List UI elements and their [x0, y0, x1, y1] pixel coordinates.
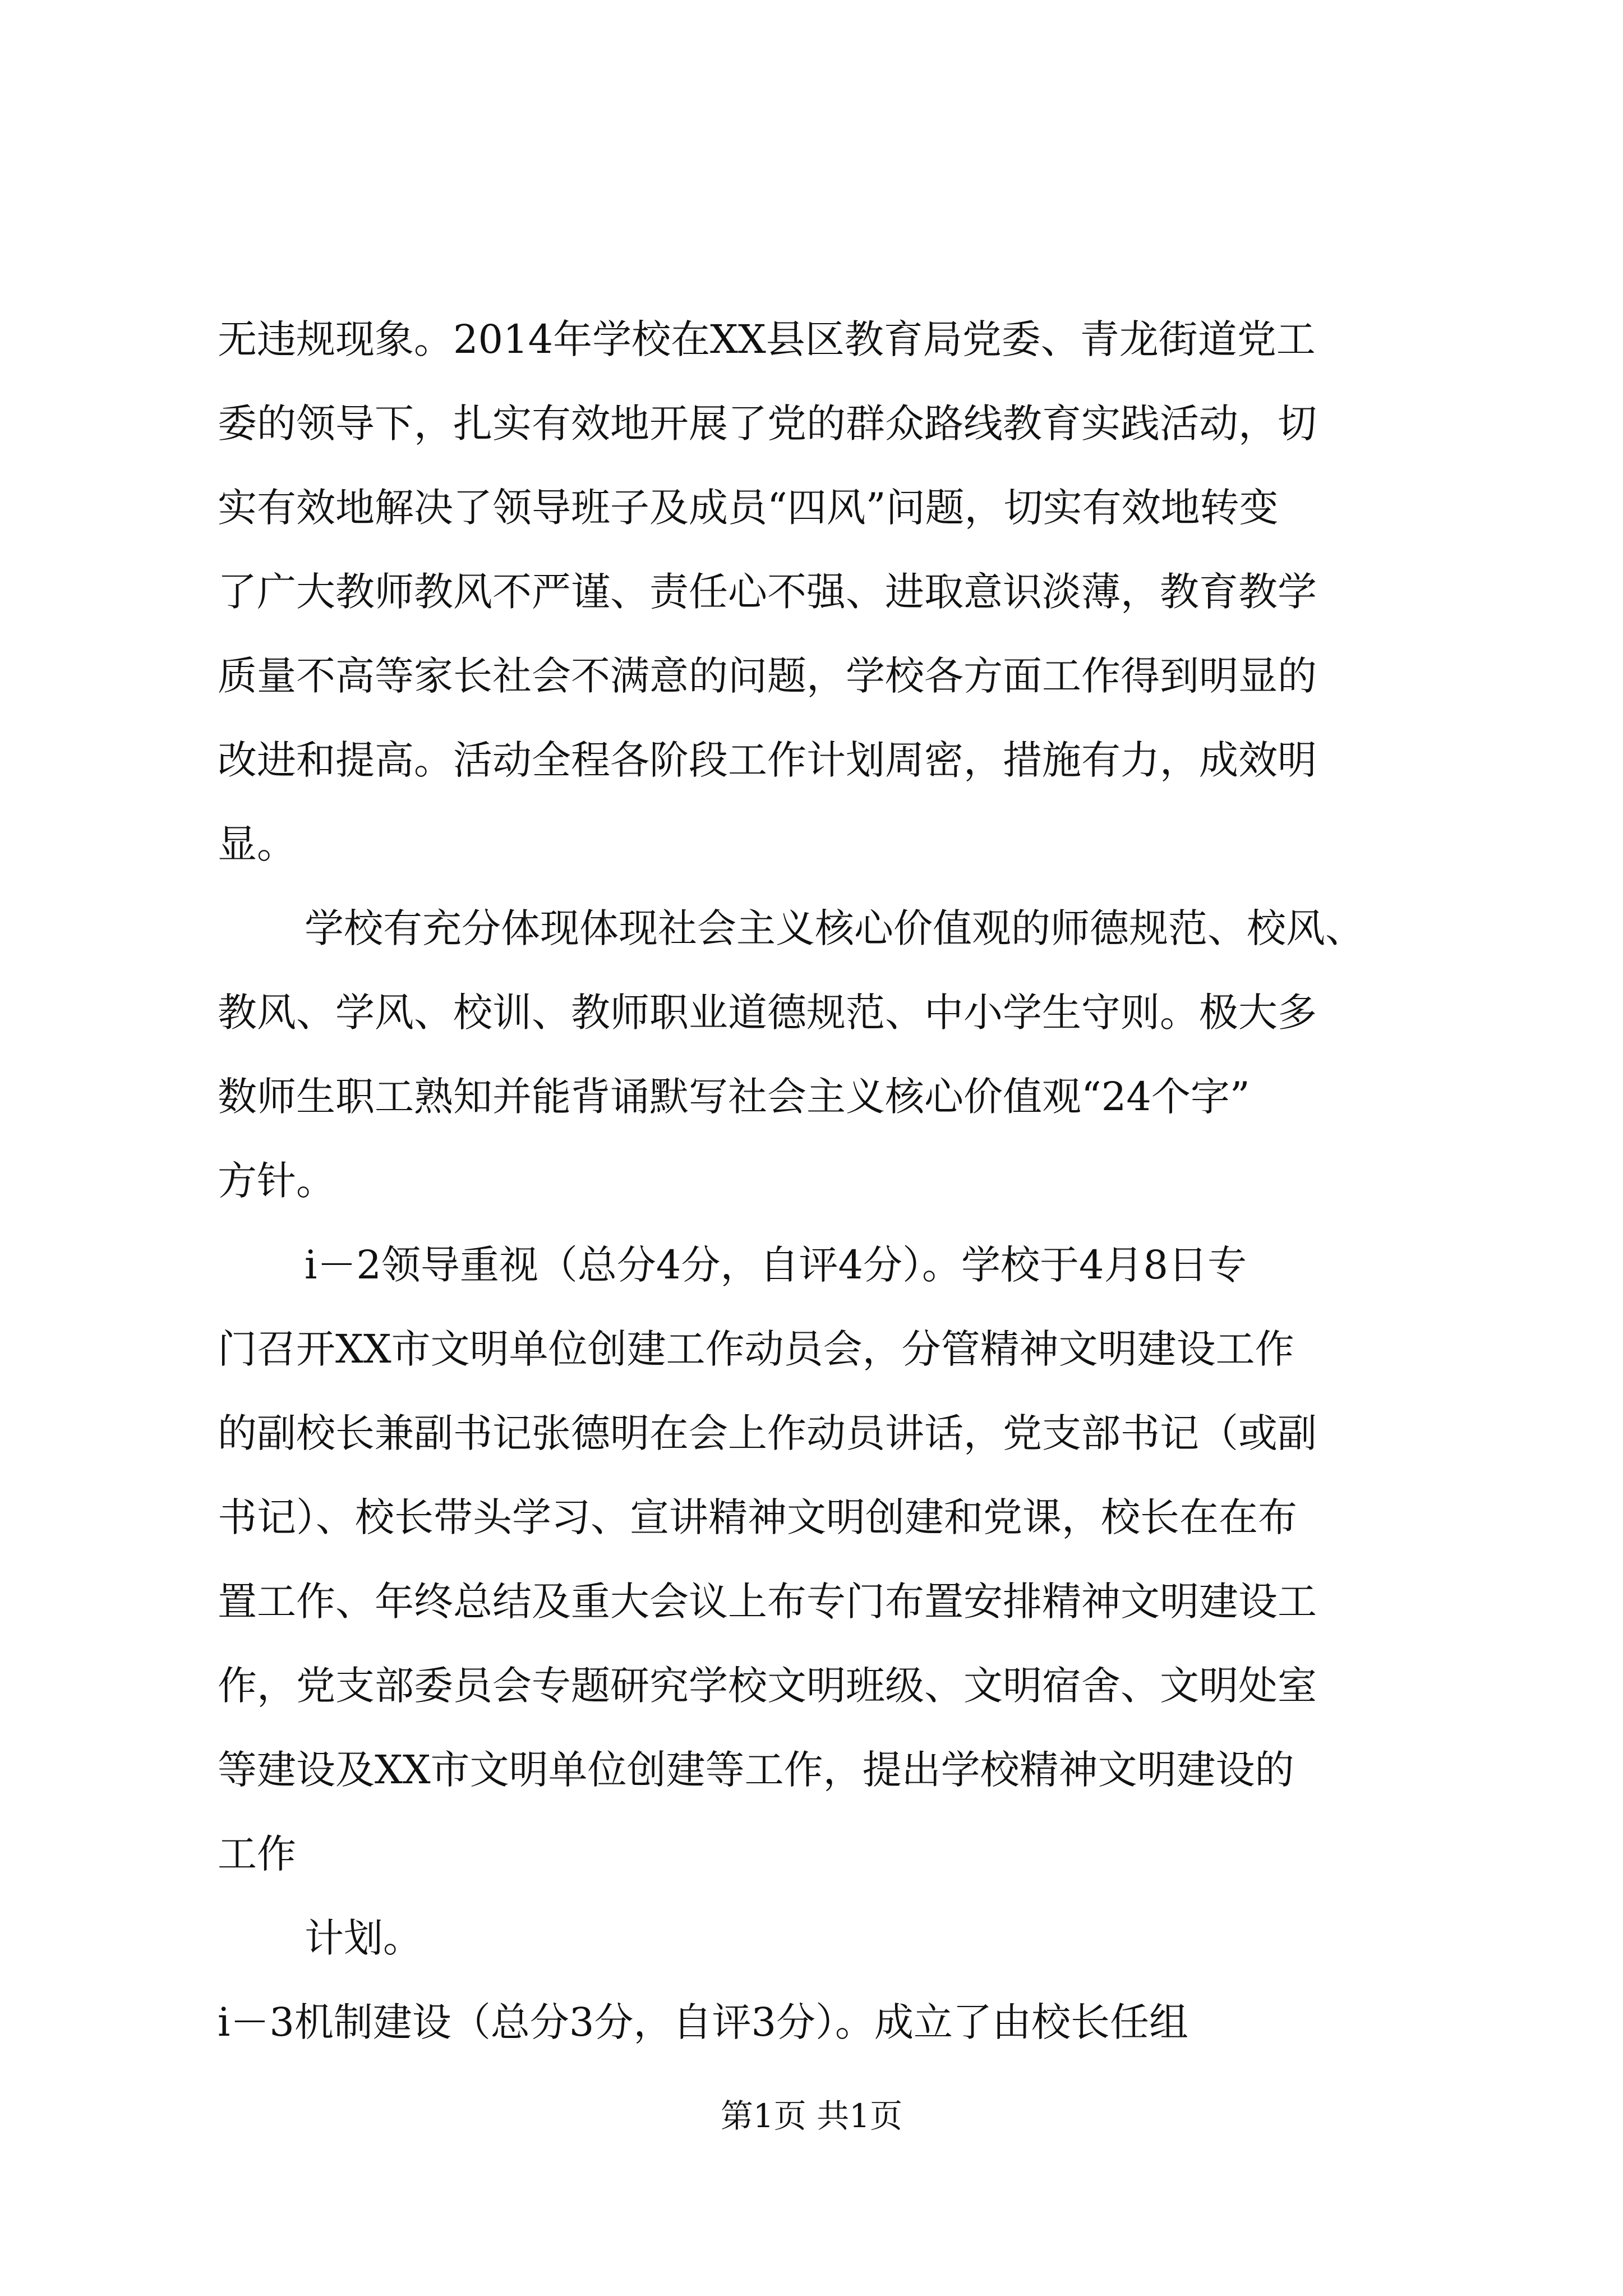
text-line-5: 质量不高等家长社会不满意的问题，学校各方面工作得到明显的: [218, 653, 1317, 699]
text-line-18: 等建设及XX市文明单位创建等工作，提出学校精神文明建设的: [218, 1747, 1294, 1793]
text-line-4: 了广大教师教风不严谨、责任心不强、进取意识淡薄，教育教学: [218, 569, 1317, 615]
text-line-21: i－3机制建设（总分3分，自评3分）。成立了由校长任组: [218, 1999, 1188, 2045]
text-line-19: 工作: [218, 1831, 296, 1877]
text-line-8: 学校有充分体现体现社会主义核心价值观的师德规范、校风、: [305, 905, 1364, 951]
text-line-6: 改进和提高。活动全程各阶段工作计划周密，措施有力，成效明: [218, 737, 1317, 783]
text-line-9: 教风、学风、校训、教师职业道德规范、中小学生守则。极大多: [218, 990, 1317, 1036]
page-number-label: 第1页 共1页: [720, 2097, 903, 2135]
text-line-1: 无违规现象。2014年学校在XX县区教育局党委、青龙街道党工: [218, 316, 1316, 362]
text-line-12: i－2领导重视（总分4分，自评4分）。学校于4月8日专: [305, 1242, 1247, 1288]
text-line-7: 显。: [218, 821, 296, 867]
document-body: [218, 297, 1429, 2064]
text-line-3: 实有效地解决了领导班子及成员“四风”问题，切实有效地转变: [218, 485, 1279, 531]
text-line-15: 书记）、校长带头学习、宣讲精神文明创建和党课，校长在在布: [218, 1494, 1297, 1540]
text-line-2: 委的领导下，扎实有效地开展了党的群众路线教育实践活动，切: [218, 401, 1317, 447]
text-line-20: 计划。: [305, 1915, 422, 1961]
text-line-13: 门召开XX市文明单位创建工作动员会，分管精神文明建设工作: [218, 1326, 1294, 1372]
page-footer: [0, 2093, 1623, 2138]
text-line-14: 的副校长兼副书记张德明在会上作动员讲话，党支部书记（或副: [218, 1410, 1317, 1456]
text-line-17: 作，党支部委员会专题研究学校文明班级、文明宿舍、文明处室: [218, 1663, 1317, 1709]
text-line-10: 数师生职工熟知并能背诵默写社会主义核心价值观“24个字”: [218, 1074, 1250, 1120]
text-line-16: 置工作、年终总结及重大会议上布专门布置安排精神文明建设工: [218, 1579, 1317, 1625]
text-line-11: 方针。: [218, 1158, 335, 1204]
